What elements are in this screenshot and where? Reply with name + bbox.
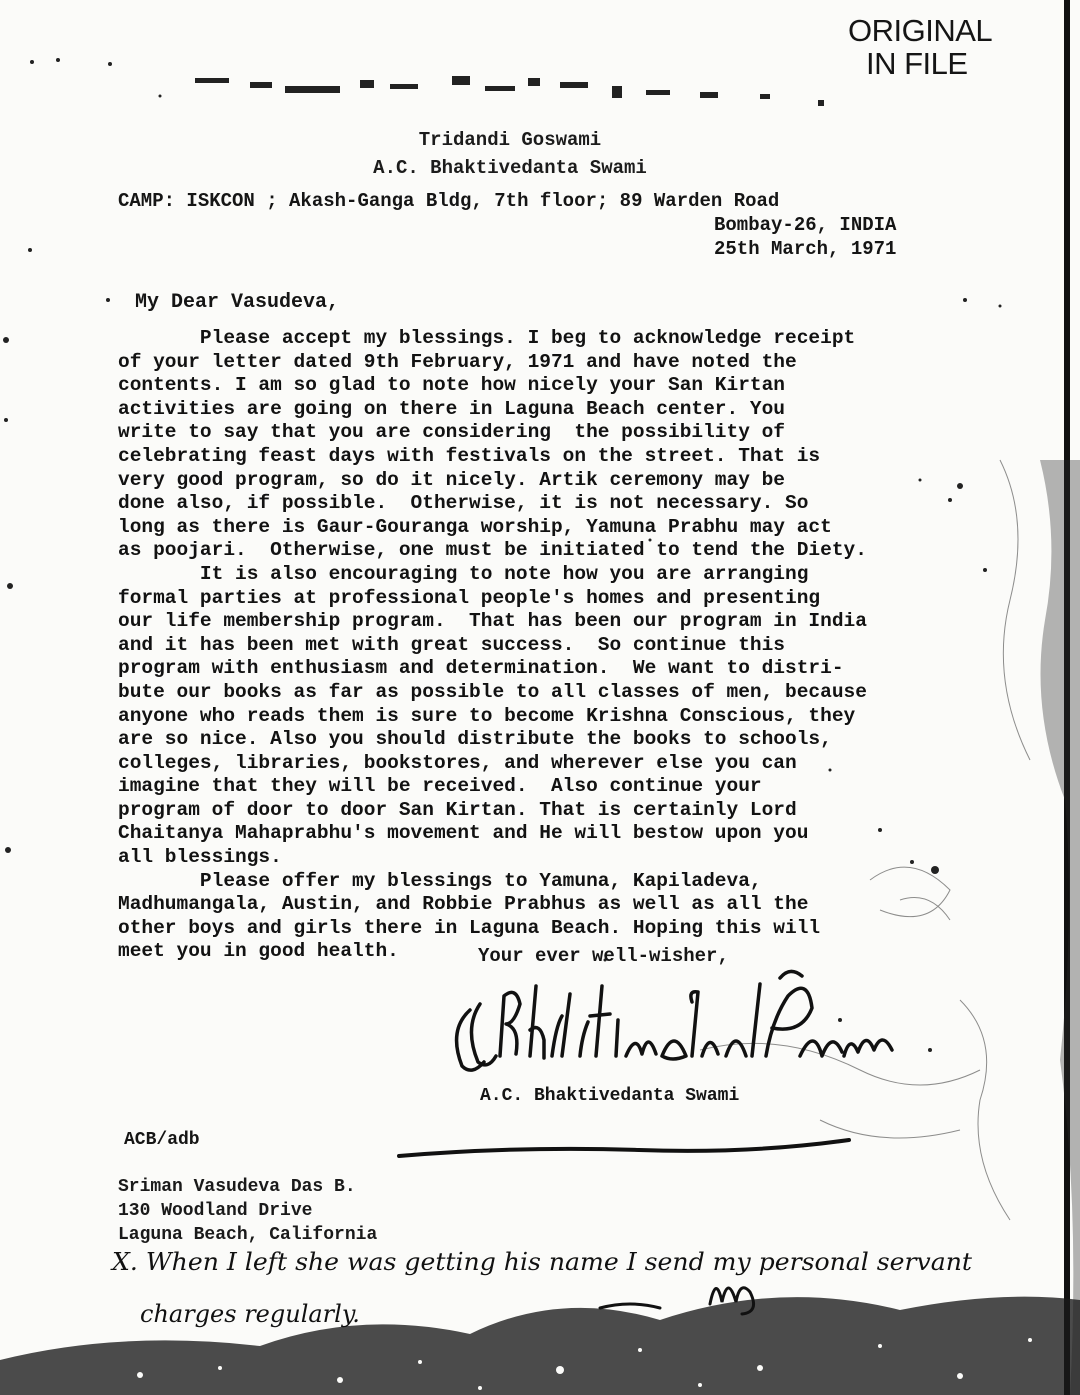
original-in-file-stamp	[848, 14, 1008, 80]
body-line: and it has been met with great success. So continue this	[118, 633, 786, 656]
recipient-line: 130 Woodland Drive	[118, 1201, 313, 1221]
body-line: Please accept my blessings. I beg to acknowledge receipt	[118, 327, 856, 349]
salutation: My Dear Vasudeva,	[135, 291, 340, 314]
body-line: formal parties at professional people's homes and presenting	[118, 586, 821, 609]
city-address: Bombay-26, INDIA	[714, 214, 897, 236]
body-line: Chaitanya Mahaprabhu's movement and He will bestow upon you	[118, 822, 809, 845]
body-line: program with enthusiasm and determination. We want to distri-	[118, 657, 844, 680]
signature-name: A.C. Bhaktivedanta Swami	[480, 1086, 740, 1106]
body-line: are so nice. Also you should distribute the books to schools,	[118, 728, 832, 751]
handwritten-note	[100, 1226, 1000, 1336]
body-line: program of door to door San Kirtan. That is certainly Lord	[118, 798, 797, 821]
body-line: of your letter dated 9th February, 1971 and have noted the	[118, 350, 797, 373]
body-line: celebrating feast days with festivals on the street. That is	[118, 444, 821, 467]
camp-address: CAMP: ISKCON ; Akash-Ganga Bldg, 7th floor; 89 Warden Road	[118, 190, 780, 212]
body-line: activities are going on there in Laguna Beach center. You	[118, 397, 786, 420]
recipient-line: Laguna Beach, California	[118, 1225, 378, 1245]
body-line: bute our books as far as possible to all classes of men, because	[118, 680, 867, 703]
right-edge-shadow	[1020, 0, 1080, 1395]
body-line: contents. I am so glad to note how nicely your San Kirtan	[118, 374, 786, 397]
letterhead	[300, 126, 720, 182]
body-line: done also, if possible. Otherwise, it is not necessary. So	[118, 492, 809, 515]
letter-date: 25th March, 1971	[714, 238, 897, 260]
handnote-line-2: charges regularly.	[140, 1300, 360, 1328]
body-line: imagine that they will be received. Also continue your	[118, 775, 762, 798]
body-line: Madhumangala, Austin, and Robbie Prabhus as well as all the	[118, 893, 809, 916]
body-line: as poojari. Otherwise, one must be initiated to tend the Diety.	[118, 539, 867, 562]
letterhead-name: A.C. Bhaktivedanta Swami	[373, 157, 647, 179]
body-line: all blessings.	[118, 846, 282, 869]
body-line: colleges, libraries, bookstores, and wherever else you can	[118, 751, 797, 774]
recipient-line: Sriman Vasudeva Das B.	[118, 1177, 356, 1197]
handwritten-signature	[440, 960, 920, 1080]
stamp-line-2: IN FILE	[866, 46, 968, 81]
body-line: other boys and girls there in Laguna Beach. Hoping this will	[118, 916, 821, 939]
handnote-line-1: X. When I left she was getting his name I send my personal servant	[109, 1248, 973, 1276]
stamp-line-1: ORIGINAL	[848, 13, 993, 48]
signature-underline	[395, 1134, 855, 1174]
body-line: our life membership program. That has been our program in India	[118, 610, 867, 633]
body-line: anyone who reads them is sure to become Krishna Conscious, they	[118, 704, 856, 727]
body-line: write to say that you are considering the possibility of	[118, 421, 786, 444]
body-line: Please offer my blessings to Yamuna, Kapiladeva,	[118, 869, 762, 892]
body-line: meet you in good health.	[118, 940, 399, 963]
body-line: long as there is Gaur-Gouranga worship, Yamuna Prabhu may act	[118, 515, 832, 538]
body-line: It is also encouraging to note how you are arranging	[118, 562, 809, 585]
letterhead-title: Tridandi Goswami	[418, 129, 602, 151]
closing: Your ever well-wisher,	[478, 945, 729, 967]
typist-initials: ACB/adb	[124, 1130, 200, 1150]
letter-body	[118, 327, 1018, 964]
body-line: very good program, so do it nicely. Artik ceremony may be	[118, 468, 786, 491]
